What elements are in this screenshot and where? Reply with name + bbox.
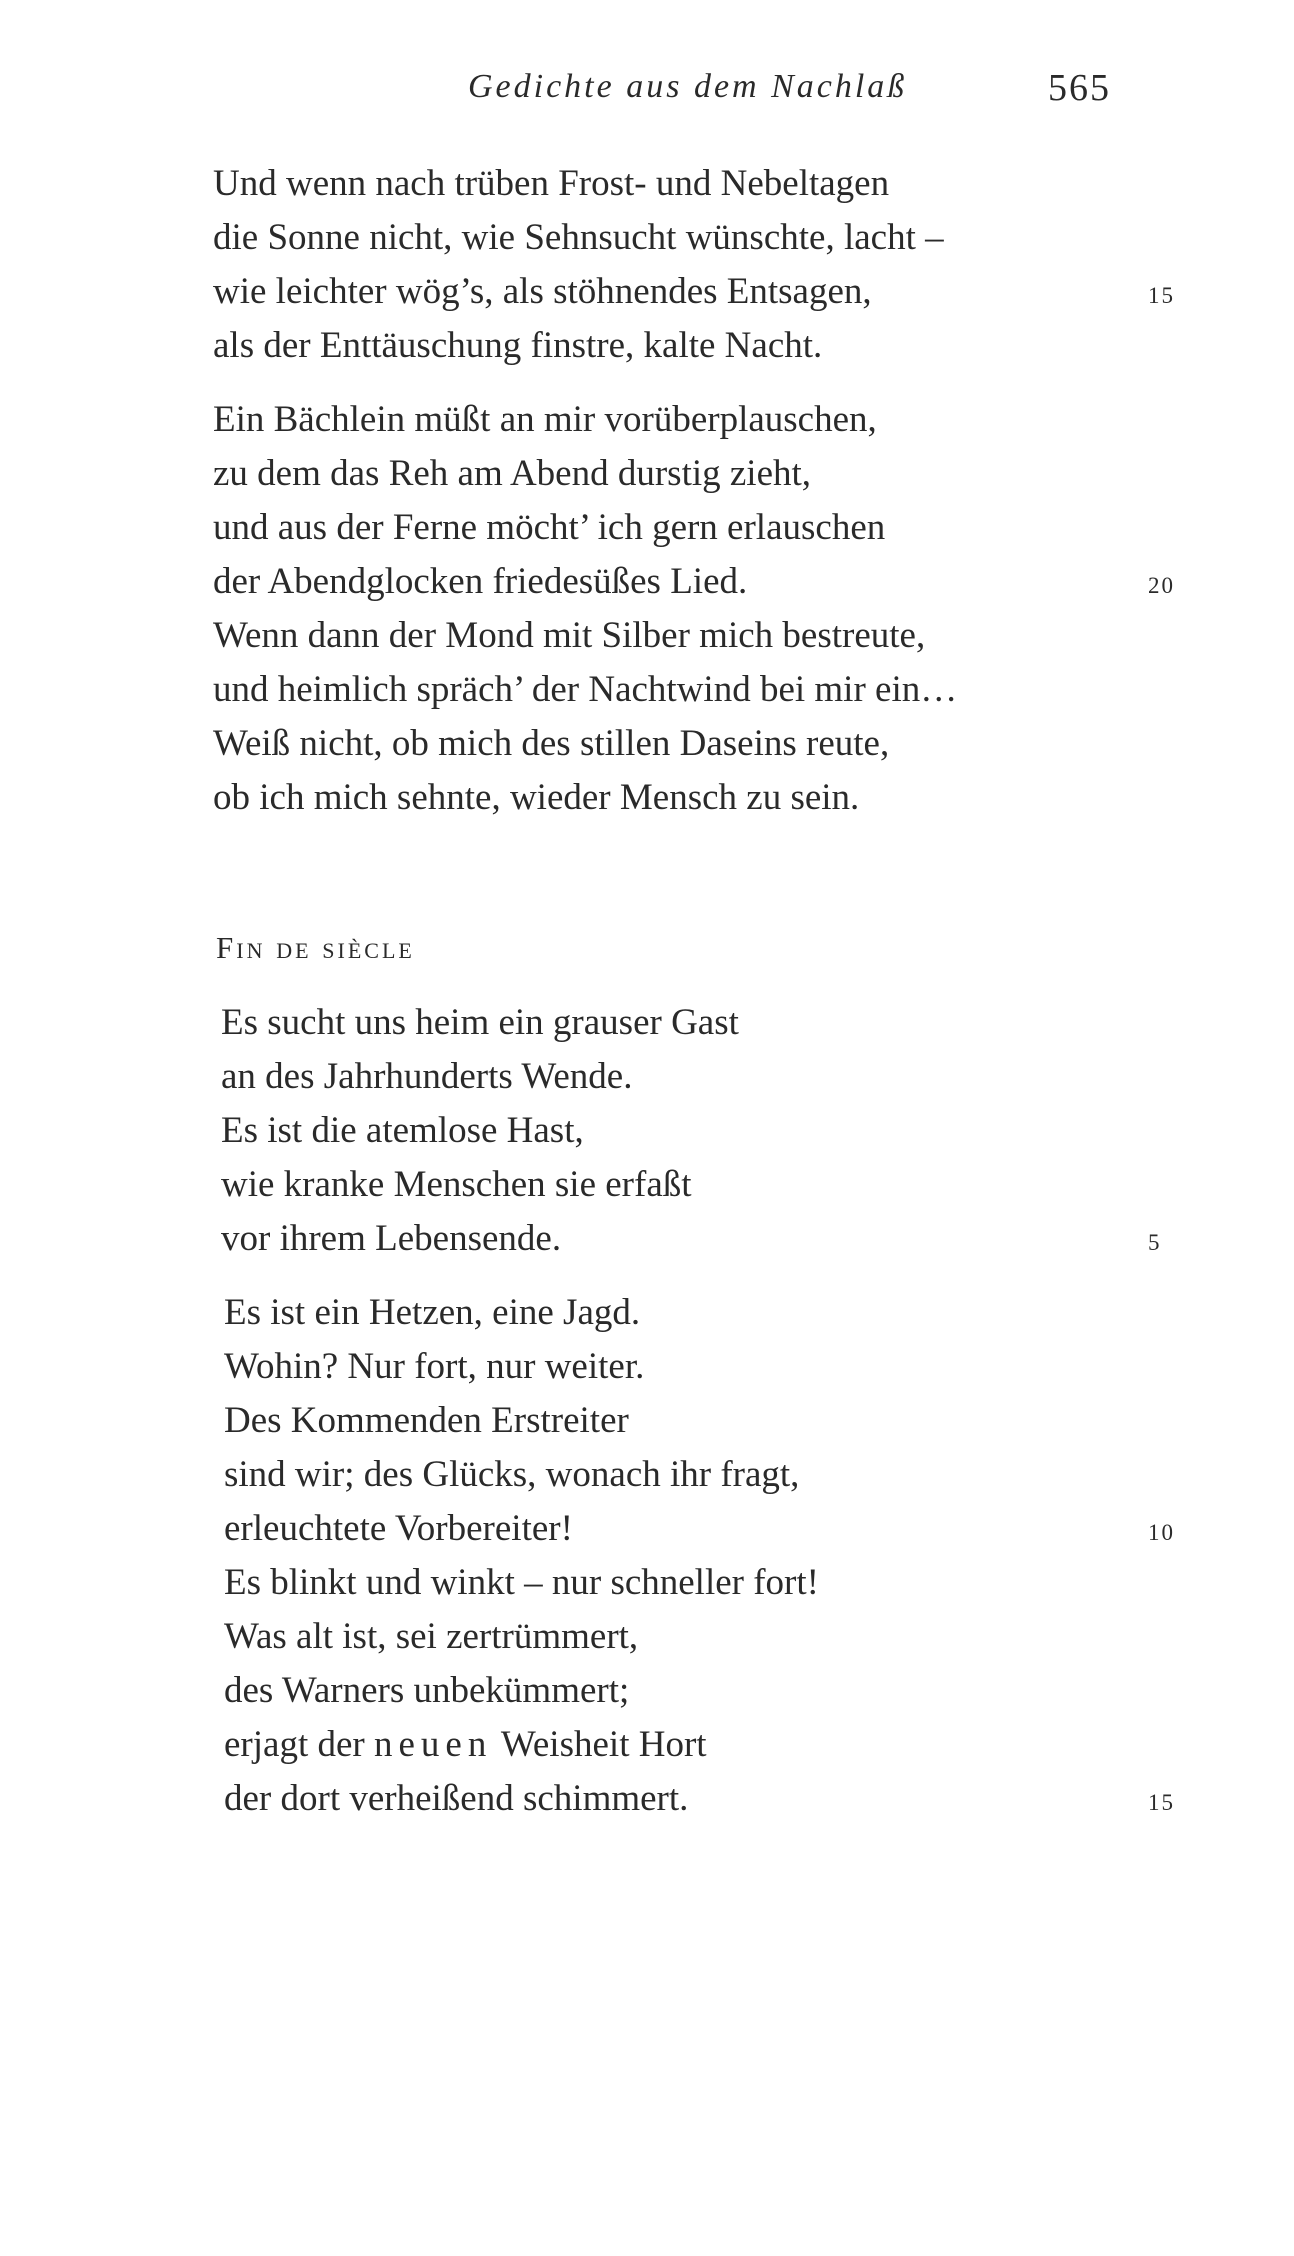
verse-line (0, 447, 1294, 501)
page-number: 565 (1048, 67, 1111, 109)
emphasized-word: neuen (373, 1724, 493, 1765)
verse-text: vor ihrem Lebensende. (221, 1218, 562, 1259)
verse-line (0, 265, 1294, 319)
verse-text: des Warners unbekümmert; (224, 1670, 630, 1711)
verse-text (224, 1718, 707, 1772)
verse-text: wie leichter wög’s, als stöhnendes Entsagen, (213, 271, 872, 312)
line-number: 10 (1148, 1520, 1175, 1545)
verse-line (0, 1050, 1294, 1104)
verse-line (0, 1448, 1294, 1502)
poem2-stanza2 (0, 1286, 1294, 1826)
verse-line (0, 1718, 1294, 1772)
verse-text: zu dem das Reh am Abend durstig zieht, (213, 453, 812, 494)
verse-line (0, 1502, 1294, 1556)
verse-line (0, 1158, 1294, 1212)
verse-text: sind wir; des Glücks, wonach ihr fragt, (224, 1454, 800, 1495)
verse-line (0, 1394, 1294, 1448)
verse-text: Und wenn nach trüben Frost- und Nebeltagen (213, 163, 890, 204)
verse-text: erleuchtete Vorbereiter! (224, 1508, 573, 1549)
verse-line (0, 1556, 1294, 1610)
verse-line (0, 157, 1294, 211)
verse-text: und heimlich spräch’ der Nachtwind bei mir ein… (213, 669, 958, 710)
verse-text: Des Kommenden Erstreiter (224, 1400, 629, 1441)
verse-line (0, 1286, 1294, 1340)
line-number: 5 (1148, 1230, 1162, 1255)
verse-line (0, 501, 1294, 555)
verse-line (0, 211, 1294, 265)
poem1-stanza2 (0, 393, 1294, 825)
verse-line (0, 1104, 1294, 1158)
verse-text: Wenn dann der Mond mit Silber mich bestreute, (213, 615, 926, 656)
verse-text: Es ist die atemlose Hast, (221, 1110, 584, 1151)
verse-text: Weiß nicht, ob mich des stillen Daseins reute, (213, 723, 890, 764)
verse-text: der Abendglocken friedesüßes Lied. (213, 561, 748, 602)
verse-line (0, 1340, 1294, 1394)
verse-line (0, 717, 1294, 771)
verse-line (0, 1610, 1294, 1664)
verse-text: ob ich mich sehnte, wieder Mensch zu sein. (213, 777, 860, 818)
poem2-stanza1 (0, 996, 1294, 1266)
verse-line (0, 393, 1294, 447)
verse-text: Es ist ein Hetzen, eine Jagd. (224, 1292, 641, 1333)
verse-text: Es blinkt und winkt – nur schneller fort! (224, 1562, 819, 1603)
line-number: 15 (1148, 283, 1175, 308)
verse-text: die Sonne nicht, wie Sehnsucht wünschte, lacht – (213, 217, 944, 258)
verse-line (0, 663, 1294, 717)
verse-text-post: Weisheit Hort (492, 1724, 707, 1765)
verse-text: wie kranke Menschen sie erfaßt (221, 1164, 692, 1205)
verse-line (0, 771, 1294, 825)
verse-text: Wohin? Nur fort, nur weiter. (224, 1346, 645, 1387)
verse-line (0, 1664, 1294, 1718)
line-number: 20 (1148, 573, 1175, 598)
verse-line (0, 319, 1294, 373)
poem-title: Fin de siècle (216, 930, 415, 965)
verse-text-pre: erjagt der (224, 1724, 374, 1765)
verse-text: Was alt ist, sei zertrümmert, (224, 1616, 639, 1657)
verse-line (0, 555, 1294, 609)
verse-text: an des Jahrhunderts Wende. (221, 1056, 633, 1097)
verse-line (0, 1212, 1294, 1266)
verse-line (0, 1772, 1294, 1826)
verse-text: der dort verheißend schimmert. (224, 1778, 689, 1819)
verse-line (0, 609, 1294, 663)
running-title: Gedichte aus dem Nachlaß (468, 68, 908, 105)
poem1-stanza1 (0, 157, 1294, 373)
verse-text: Ein Bächlein müßt an mir vorüberplauschen, (213, 399, 877, 440)
verse-line (0, 996, 1294, 1050)
line-number: 15 (1148, 1790, 1175, 1815)
running-head (0, 68, 1294, 118)
verse-text: und aus der Ferne möcht’ ich gern erlauschen (213, 507, 886, 548)
verse-text: als der Enttäuschung finstre, kalte Nacht. (213, 325, 823, 366)
verse-text: Es sucht uns heim ein grauser Gast (221, 1002, 739, 1043)
